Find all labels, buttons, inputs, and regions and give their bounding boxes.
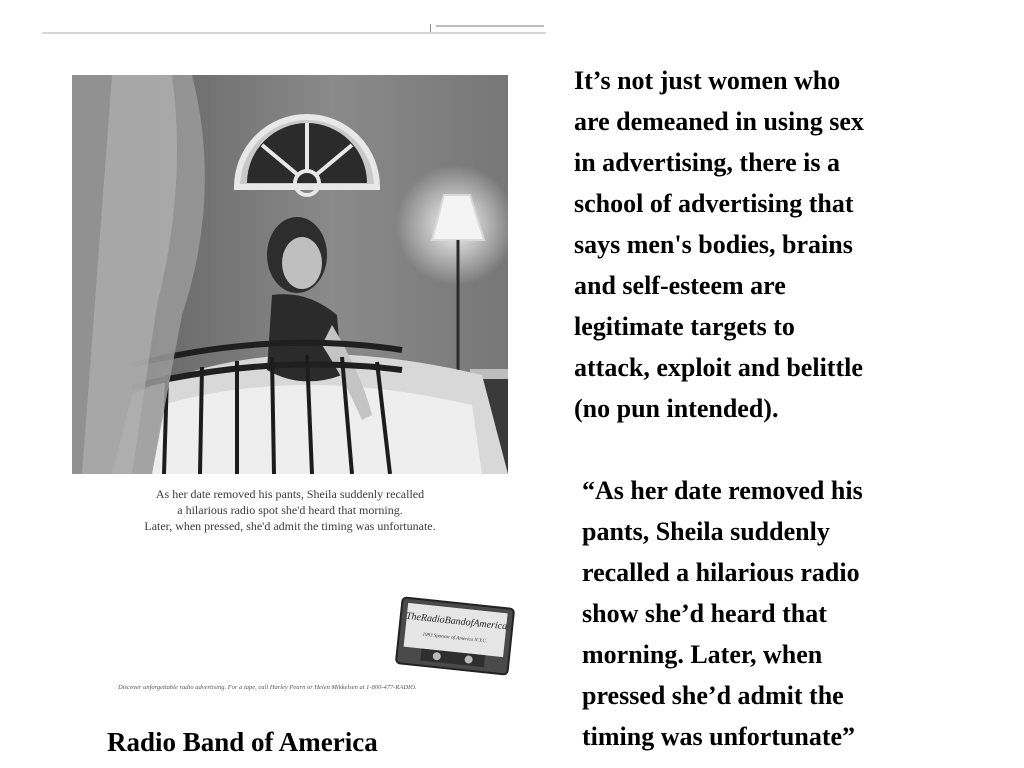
cassette-label: TheRadioBandofAmerica — [405, 610, 508, 633]
commentary-line: in advertising, there is a — [574, 148, 841, 177]
scan-tick-mark — [430, 24, 431, 32]
ad-caption-line: a hilarious radio spot she'd heard that morning. — [177, 503, 403, 517]
quote-line: timing was unfortunate” — [582, 722, 856, 751]
cassette-sublabel: 1993 Sponsor of America N.Y.C. — [422, 632, 488, 645]
quote-line: show she’d heard that — [582, 599, 827, 628]
commentary-line: attack, exploit and belittle — [574, 353, 863, 382]
ad-caption-line: Later, when pressed, she'd admit the timing was unfortunate. — [144, 519, 436, 533]
slide-caption: Radio Band of America — [107, 727, 378, 757]
cassette-tape-image — [393, 595, 517, 677]
commentary-line: legitimate targets to — [574, 312, 795, 341]
quote-line: morning. Later, when — [582, 640, 823, 669]
scan-edge-line-short — [436, 25, 544, 27]
ad-fineprint: Discover unforgettable radio advertising. For a tape, call Harley Pearn or Helen Mikkelsen at 1-800-477-RADIO. — [118, 684, 417, 691]
commentary-line: and self-esteem are — [574, 271, 786, 300]
quote-line: recalled a hilarious radio — [582, 558, 860, 587]
scan-edge-line — [42, 32, 546, 34]
ad-photo — [72, 75, 508, 474]
quote-line: pressed she’d admit the — [582, 681, 844, 710]
commentary-line: school of advertising that — [574, 189, 854, 218]
commentary-line: are demeaned in using sex — [574, 107, 864, 136]
quote-line: pants, Sheila suddenly — [582, 517, 830, 546]
ad-caption — [100, 486, 480, 534]
ad-caption-line: As her date removed his pants, Sheila suddenly recalled — [155, 487, 425, 501]
quote-paragraph — [582, 470, 982, 757]
commentary-paragraph — [574, 60, 974, 429]
commentary-line: (no pun intended). — [574, 394, 779, 423]
commentary-line: says men's bodies, brains — [574, 230, 853, 259]
quote-line: “As her date removed his — [582, 476, 863, 505]
commentary-line: It’s not just women who — [574, 66, 841, 95]
